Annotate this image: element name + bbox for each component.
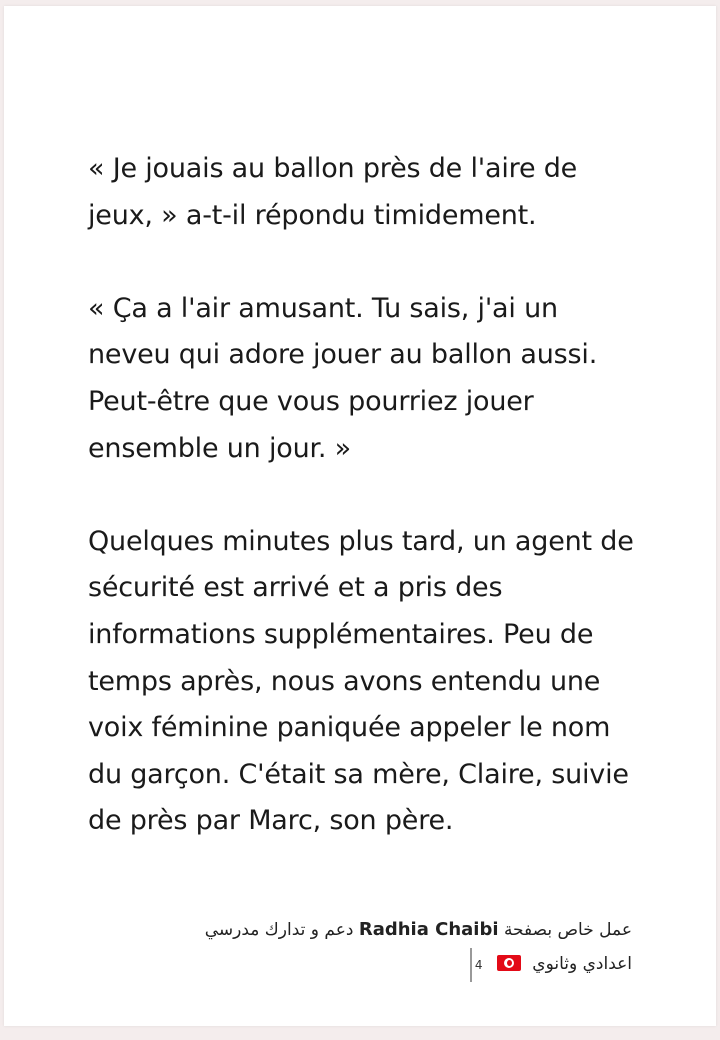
document-page — [4, 6, 716, 1026]
paragraph-dialogue-2: « Ça a l'air amusant. Tu sais, j'ai un neveu qui adore jouer au ballon aussi. Peut-être que vous pourriez jouer ensemble un jour. » — [88, 292, 598, 464]
page-footer — [112, 913, 632, 982]
page-number: 4 — [470, 948, 486, 982]
story-text — [88, 146, 688, 845]
tunisia-flag-icon — [497, 955, 521, 971]
paragraph-dialogue-1: « Je jouais au ballon près de l'aire de jeux, » a-t-il répondu timidement. — [88, 153, 578, 231]
footer-brand-name: Radhia Chaibi — [358, 919, 499, 940]
footer-level-text: اعدادي وثانوي — [532, 954, 632, 974]
footer-credit-line — [112, 913, 632, 947]
paragraph-narration: Quelques minutes plus tard, un agent de sécurité est arrivé et a pris des informations supplémentaires. Peu de temps après, nous avons entendu une voix féminine paniquée appeler le nom du garçon. C'était sa mère, Claire, suivie de près par Marc, son père. — [88, 525, 634, 837]
footer-prefix: عمل خاص بصفحة — [503, 920, 632, 940]
footer-suffix: دعم و تدارك مدرسي — [204, 920, 354, 940]
footer-level-line — [112, 947, 632, 982]
